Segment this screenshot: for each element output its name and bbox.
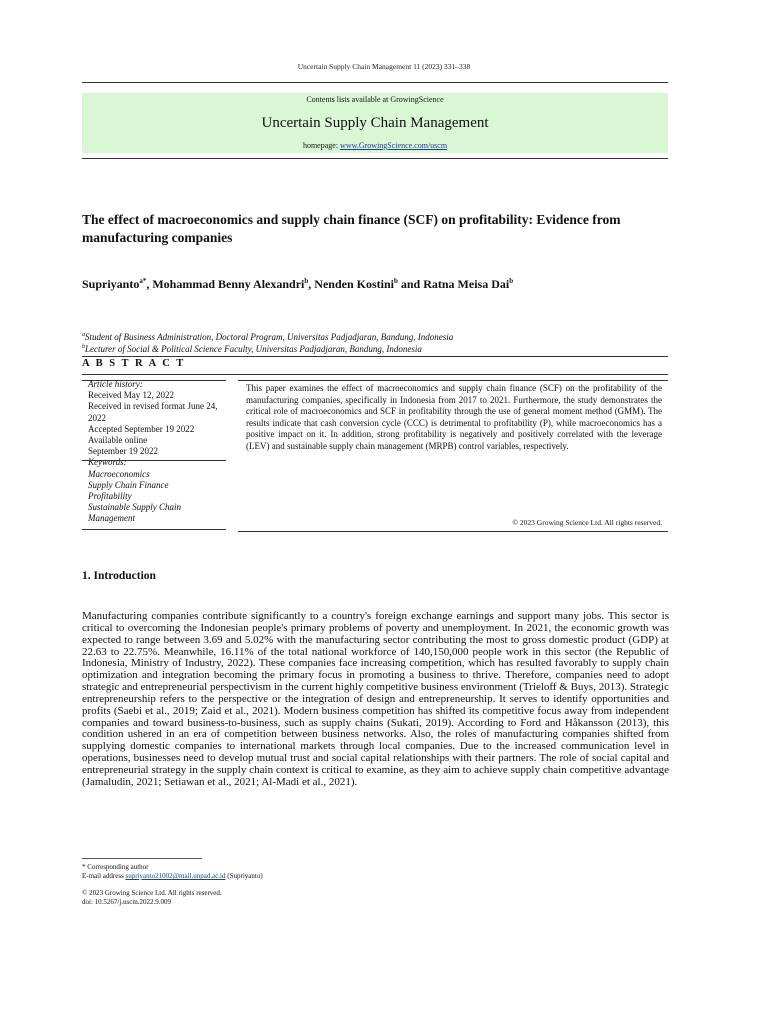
keyword: Macroeconomics bbox=[88, 468, 150, 479]
history-item: Received in revised format June 24, 2022 bbox=[88, 401, 218, 423]
author-name: and Ratna Meisa Dai bbox=[397, 277, 510, 291]
author-affiliation-mark: b bbox=[393, 277, 398, 285]
history-item: Available online bbox=[88, 435, 148, 446]
affiliation-b bbox=[82, 344, 422, 354]
journal-title: Uncertain Supply Chain Management bbox=[261, 115, 489, 131]
banner-rule bbox=[82, 158, 668, 159]
abstract-rule-top bbox=[82, 356, 668, 357]
author-name: , Nenden Kostini bbox=[308, 277, 394, 291]
email-line bbox=[82, 872, 672, 881]
header-rule bbox=[82, 82, 668, 83]
history-item: September 19 2022 bbox=[88, 446, 158, 457]
author-affiliation-mark: b bbox=[304, 277, 309, 285]
footer-copyright: © 2023 Growing Science Ltd. All rights reserved. bbox=[82, 889, 222, 897]
history-item: Received May 12, 2022 bbox=[88, 390, 174, 401]
homepage-label: homepage: bbox=[302, 141, 341, 150]
doi-text: doi: 10.5267/j.uscm.2022.9.009 bbox=[82, 898, 172, 906]
article-history-label: Article history: bbox=[88, 379, 143, 389]
introduction-paragraph: Manufacturing companies contribute significantly to a country's foreign exchange earnings and support many jobs. This sector is critical to overcoming the Indonesian people's primary problems of poverty and unemployment. In 2021, the economic growth was expected to range between 3.69 and 5.02% with the manufacturing sector contributing the most to gross domestic product (GDP) at 22.63 to 22.75%. Meanwhile, 16.11% of the total national workforce of 140,150,000 people work in this sector (the Republic of Indonesia, Ministry of Industry, 2022). These companies face increasing competition, which has resulted favorably to supply chain optimization and integration becoming the primary focus in promoting a business to thrive. Therefore, companies need to adopt strategic and entrepreneurial perspectivism in the current highly competitive business environment (Trieloff & Buys, 2013). Strategic entrepreneurship refers to the perspective or the integration of design and entrepreneurship. It serves to identify opportunities and profits (Saebi et al., 2019; Zaid et al., 2021). Modern business competition has shifted its competitive focus away from independent companies and toward business-to-business, such as supply chains (Sukati, 2019). According to Ford and Håkansson (2013), this condition ushered in an era of competition between business networks. Also, the roles of manufacturing companies shifted from supplying domestic companies to international markets through local companies. Due to the increased communication level in operations, businesses need to develop mutual trust and social capital relationships with their partners. The role of social capital and entrepreneurial strategy in the supply chain context is critical to examine, as they aim to achieve supply chain competitive advantage (Jamaludin, 2021; Setiawan et al., 2021; Al-Madi et al., 2021). bbox=[82, 610, 669, 788]
email-link[interactable]: supriyanto21002@mail.unpad.ac.id bbox=[125, 872, 226, 880]
homepage-line bbox=[82, 141, 668, 150]
footnotes bbox=[82, 863, 672, 881]
journal-banner bbox=[82, 93, 668, 153]
keyword: Supply Chain Finance bbox=[88, 479, 169, 490]
abstract-text: This paper examines the effect of macroeconomics and supply chain finance (SCF) on the profitability of the manufacturing companies, specifically in Indonesia from 2017 to 2021. Furthermore, the study demonstrates the critical role of macroeconomics and SCF in profitability through the use of general moment method (GMM). The results indicate that cash conversion cycle (CCC) is detrimental to profitability (P), while macroeconomics has a positive impact on it. In addition, strong profitability is negatively and positively correlated with the leverage (LEV) and sustainable supply chain management (MRPB) control variables, respectively. bbox=[246, 383, 662, 451]
author-name: , Mohammad Benny Alexandri bbox=[146, 277, 305, 291]
abstract-box bbox=[238, 380, 668, 532]
author-name: Supriyanto bbox=[82, 277, 140, 291]
abstract-rule-bottom bbox=[82, 374, 668, 375]
affiliation-text: Student of Business Administration, Doctoral Program, Universitas Padjadjaran, Bandung, Indonesia bbox=[85, 332, 454, 342]
email-suffix: (Supriyanto) bbox=[225, 872, 263, 880]
article-title: The effect of macroeconomics and supply chain finance (SCF) on profitability: Evidence from manufacturing companies bbox=[82, 212, 621, 245]
affiliation-mark: a bbox=[82, 332, 85, 338]
abstract-heading: A B S T R A C T bbox=[82, 358, 186, 369]
author-affiliation-mark: b bbox=[509, 277, 514, 285]
abstract-copyright: © 2023 Growing Science Ltd. All rights reserved. bbox=[512, 518, 662, 527]
history-item: Accepted September 19 2022 bbox=[88, 423, 195, 434]
keywords-label: Keywords: bbox=[88, 457, 127, 468]
affiliation-a bbox=[82, 332, 453, 342]
sidebar-rule bbox=[82, 460, 226, 461]
keyword: Profitability bbox=[88, 491, 132, 502]
author-affiliation-mark: a* bbox=[139, 277, 147, 285]
affiliation-mark: b bbox=[82, 344, 85, 350]
contents-available-text: Contents lists available at GrowingScience bbox=[306, 95, 444, 104]
article-info-sidebar bbox=[82, 379, 226, 525]
email-label: E-mail address bbox=[82, 872, 126, 880]
publication-notes bbox=[82, 889, 672, 907]
sidebar-rule bbox=[82, 529, 226, 530]
section-heading: 1. Introduction bbox=[82, 570, 156, 582]
running-header: Uncertain Supply Chain Management 11 (2023) 331–338 bbox=[297, 62, 471, 71]
affiliation-text: Lecturer of Social & Political Science Faculty, Universitas Padjadjaran, Bandung, Indonesia bbox=[85, 344, 422, 354]
footnote-rule bbox=[82, 858, 202, 859]
homepage-link[interactable]: www.GrowingScience.com/uscm bbox=[340, 141, 448, 150]
author-list bbox=[82, 277, 672, 292]
corresponding-author-note: * Corresponding author bbox=[82, 863, 149, 871]
keyword: Sustainable Supply Chain Management bbox=[88, 502, 181, 524]
